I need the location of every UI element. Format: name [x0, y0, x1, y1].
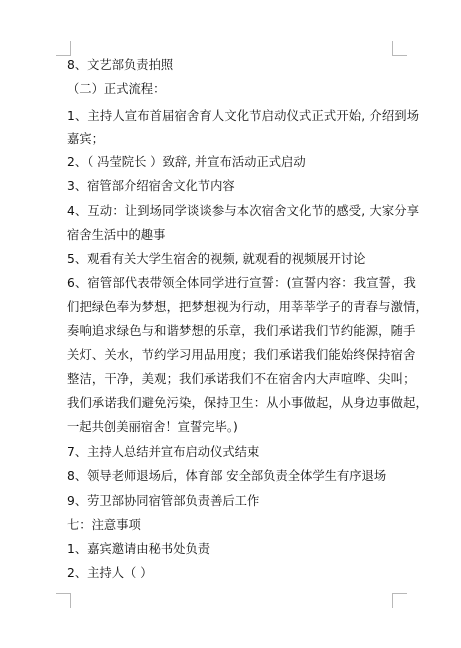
text-line: 嘉宾； — [67, 132, 104, 146]
text-line: 2、（ 冯莹院长 ）致辞, 并宣布活动正式启动 — [67, 155, 306, 169]
text-line: （二）正式流程： — [67, 82, 166, 96]
text-line: 4、互动：让到场同学谈谈参与本次宿舍文化节的感受, 大家分享 — [67, 204, 420, 218]
text-line: 8、领导老师退场后，体育部 安全部负责全体学生有序退场 — [67, 469, 387, 483]
text-line: 1、嘉宾邀请由秘书处负责 — [67, 542, 211, 556]
text-line: 5、观看有关大学生宿舍的视频, 就观看的视频展开讨论 — [67, 252, 366, 266]
text-line: 2、主持人（ ） — [67, 566, 153, 580]
text-line: 关灯、关水，节约学习用品用度；我们承诺我们能始终保持宿舍 — [67, 348, 416, 362]
text-line: 8、文艺部负责拍照 — [67, 58, 174, 72]
text-line: 一起共创美丽宿舍！宣誓完毕。) — [67, 420, 238, 434]
text-line: 奏响追求绿色与和谐梦想的乐章，我们承诺我们节约能源，随手 — [67, 324, 416, 338]
text-line: 们把绿色奉为梦想，把梦想视为行动，用莘莘学子的青春与激情， — [67, 300, 428, 314]
text-line: 1、主持人宣布首届宿舍育人文化节启动仪式正式开始, 介绍到场 — [67, 109, 420, 123]
text-line: 我们承诺我们避免污染，保持卫生：从小事做起，从身边事做起， — [67, 396, 428, 410]
crop-mark-bottom-left — [56, 593, 71, 608]
text-line: 6、宿管部代表带领全体同学进行宣誓：(宣誓内容：我宣誓，我 — [67, 276, 416, 290]
text-line: 7、主持人总结并宣布启动仪式结束 — [67, 445, 260, 459]
text-line: 宿舍生活中的趣事 — [67, 228, 166, 242]
text-line: 整洁，干净，美观；我们承诺我们不在宿舍内大声喧哗、尖叫； — [67, 372, 416, 386]
section-heading: 七：注意事项 — [67, 518, 141, 532]
text-line: 9、劳卫部协同宿管部负责善后工作 — [67, 494, 260, 508]
crop-mark-bottom-right — [392, 593, 407, 608]
crop-mark-top-left — [56, 41, 71, 56]
crop-mark-top-right — [392, 41, 407, 56]
text-line: 3、宿管部介绍宿舍文化节内容 — [67, 179, 235, 193]
